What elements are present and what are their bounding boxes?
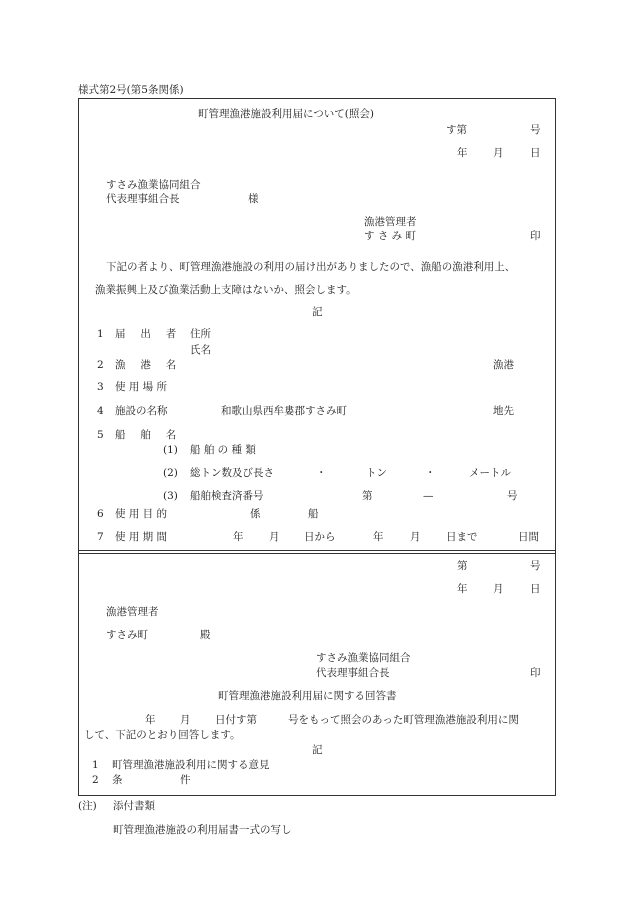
reply-to-honorific: 殿 xyxy=(200,629,211,641)
item-6-number: 6 xyxy=(97,508,104,520)
body-line-1: 下記の者より、町管理漁港施設の利用の届け出がありましたので、漁船の漁港利用上、 xyxy=(106,261,516,273)
sender-name: す さ み 町 xyxy=(364,230,417,242)
reply-reference-prefix: 第 xyxy=(457,560,468,572)
reply-item-1-label: 町管理漁港施設利用に関する意見 xyxy=(112,759,270,771)
item-5-meter: メートル xyxy=(469,467,511,479)
item-5-sub3-number: (3) xyxy=(163,490,178,502)
page-title: 町管理漁港施設利用届について(照会) xyxy=(198,108,374,120)
item-5-label: 船 舶 名 xyxy=(115,429,183,441)
reply-to-name: すさみ町 xyxy=(106,629,148,641)
item-3-label: 使 用 場 所 xyxy=(115,381,168,393)
item-7-year-from: 年 xyxy=(233,531,244,543)
reply-date-month: 月 xyxy=(493,583,504,595)
item-1-label: 届 出 者 xyxy=(115,328,183,340)
reply-item-2-label-2: 件 xyxy=(180,774,191,786)
item-4-number: 4 xyxy=(97,405,104,417)
item-6-kakari: 係 xyxy=(250,508,261,520)
item-5-sub1-number: (1) xyxy=(163,444,178,456)
reference-suffix: 号 xyxy=(530,124,541,136)
item-7-year-to: 年 xyxy=(373,531,384,543)
addressee-title: 代表理事組合長 xyxy=(106,193,180,205)
reply-item-2-number: 2 xyxy=(92,774,99,786)
reply-to-role: 漁港管理者 xyxy=(106,606,159,618)
item-6-sen: 船 xyxy=(308,508,319,520)
item-5-dai: 第 xyxy=(362,490,373,502)
item-2-number: 2 xyxy=(97,359,104,371)
item-5-ton: トン xyxy=(366,467,387,479)
ki-heading: 記 xyxy=(312,306,323,318)
item-7-label: 使 用 期 間 xyxy=(115,531,168,543)
item-7-number: 7 xyxy=(97,531,104,543)
reply-item-2-label: 条 xyxy=(112,774,123,786)
item-1-number: 1 xyxy=(97,328,104,340)
item-7-day-to: 日まで xyxy=(446,531,478,543)
item-7-days: 日間 xyxy=(518,531,539,543)
item-5-sub2-number: (2) xyxy=(163,467,178,479)
item-1-address: 住所 xyxy=(190,328,211,340)
item-2-label: 漁 港 名 xyxy=(115,359,183,371)
reply-body-rest: 号をもって照会のあった町管理漁港施設利用に関 xyxy=(288,714,519,726)
item-3-number: 3 xyxy=(97,381,104,393)
item-5-sub1-label: 船 舶 の 種 類 xyxy=(190,444,256,456)
reply-body-month: 月 xyxy=(180,714,191,726)
item-4-label: 施設の名称 xyxy=(115,405,168,417)
note-label: (注) xyxy=(78,800,97,812)
reply-from-org: すさみ漁業協同組合 xyxy=(316,652,411,664)
item-7-day-from: 日から xyxy=(304,531,336,543)
reply-ki-heading: 記 xyxy=(312,744,323,756)
item-4-suffix: 地先 xyxy=(493,405,514,417)
reply-from-title: 代表理事組合長 xyxy=(316,667,390,679)
reply-body-line-2: して、下記のとおり回答します。 xyxy=(84,729,241,741)
addressee-honorific: 様 xyxy=(248,193,259,205)
item-5-dot-1: ・ xyxy=(316,467,327,479)
reply-body-day: 日付す第 xyxy=(215,714,257,726)
item-6-label: 使 用 目 的 xyxy=(115,508,168,520)
reply-date-year: 年 xyxy=(457,583,468,595)
item-7-month-from: 月 xyxy=(269,531,280,543)
item-5-go: 号 xyxy=(507,490,518,502)
body-line-2: 漁業振興上及び漁業活動上支障はないか、照会します。 xyxy=(95,284,357,296)
item-5-number: 5 xyxy=(97,429,104,441)
reply-item-1-number: 1 xyxy=(92,759,99,771)
item-5-dash: — xyxy=(423,490,434,502)
reply-body-year: 年 xyxy=(145,714,156,726)
reference-prefix: す第 xyxy=(446,124,467,136)
item-5-sub2-label: 総トン数及び長さ xyxy=(190,467,274,479)
form-number: 様式第2号(第5条関係) xyxy=(78,84,184,96)
section-divider xyxy=(78,550,556,551)
item-5-sub3-label: 船舶検査済番号 xyxy=(190,490,264,502)
note-heading: 添付書類 xyxy=(113,800,155,812)
date-month: 月 xyxy=(493,147,504,159)
reply-reference-suffix: 号 xyxy=(530,560,541,572)
date-day: 日 xyxy=(530,147,541,159)
date-year: 年 xyxy=(457,147,468,159)
item-1-name: 氏名 xyxy=(190,344,211,356)
section-divider-second xyxy=(78,553,556,554)
item-4-value: 和歌山県西牟婁郡すさみ町 xyxy=(221,405,347,417)
item-5-dot-2: ・ xyxy=(425,467,436,479)
reply-date-day: 日 xyxy=(530,583,541,595)
sender-role: 漁港管理者 xyxy=(364,216,417,228)
addressee-org: すさみ漁業協同組合 xyxy=(106,179,201,191)
item-7-month-to: 月 xyxy=(410,531,421,543)
item-2-value: 漁港 xyxy=(493,359,514,371)
reply-seal: 印 xyxy=(530,667,541,679)
reply-title: 町管理漁港施設利用届に関する回答書 xyxy=(218,690,397,702)
note-text: 町管理漁港施設の利用届書一式の写し xyxy=(113,824,292,836)
sender-seal: 印 xyxy=(530,230,541,242)
